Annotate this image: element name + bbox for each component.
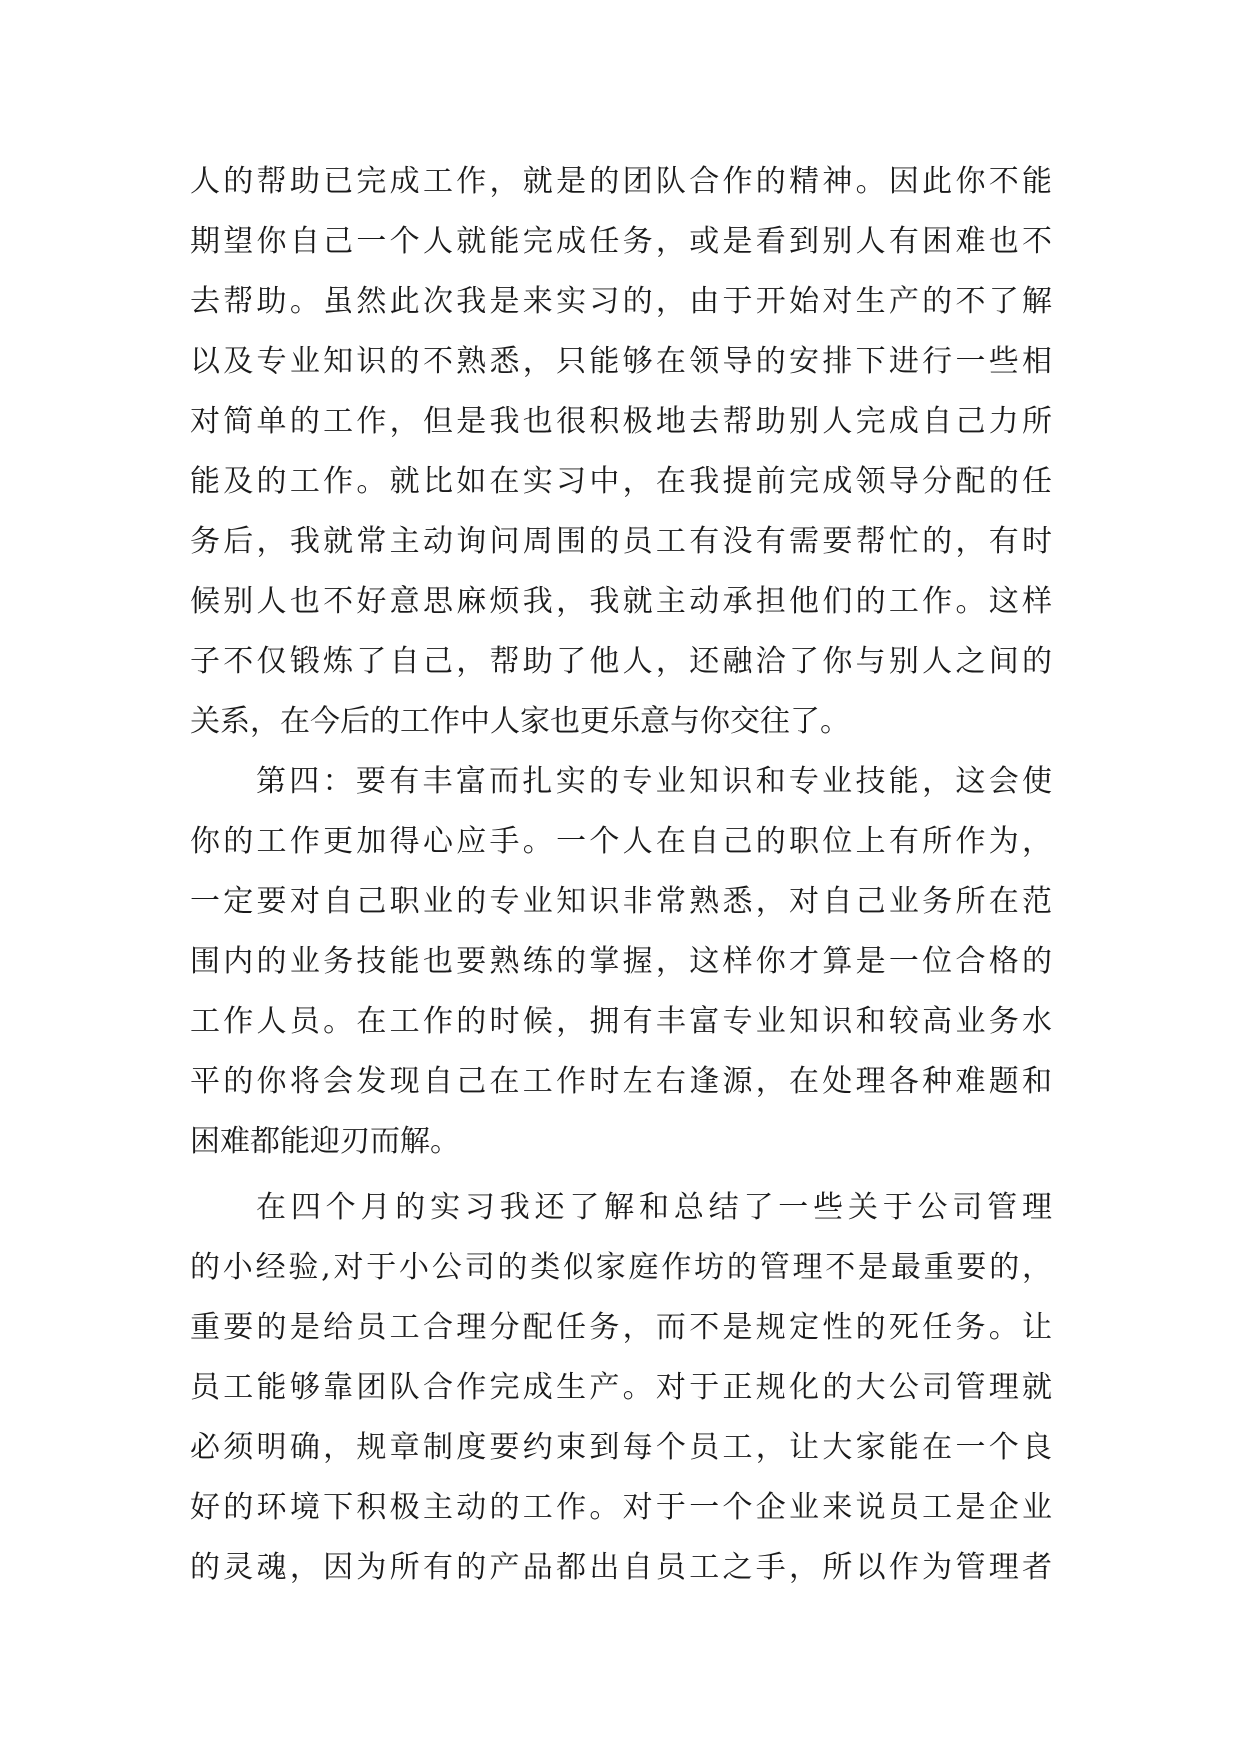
text-line: 关系，在今后的工作中人家也更乐意与你交往了。 (190, 704, 850, 739)
text-line: 能及的工作。就比如在实习中，在我提前完成领导分配的任 (190, 464, 1052, 499)
text-line: 去帮助。虽然此次我是来实习的，由于开始对生产的不了解 (190, 284, 1052, 319)
text-line: 重要的是给员工合理分配任务，而不是规定性的死任务。让 (190, 1310, 1052, 1345)
text-line: 好的环境下积极主动的工作。对于一个企业来说员工是企业 (190, 1490, 1052, 1525)
text-line: 以及专业知识的不熟悉，只能够在领导的安排下进行一些相 (190, 344, 1052, 379)
text-line: 期望你自己一个人就能完成任务，或是看到别人有困难也不 (190, 224, 1052, 259)
text-line: 困难都能迎刃而解。 (190, 1124, 460, 1159)
paragraph-professional-skills (190, 752, 1052, 1172)
text-line: 平的你将会发现自己在工作时左右逢源，在处理各种难题和 (190, 1064, 1052, 1099)
text-line: 的灵魂，因为所有的产品都出自员工之手，所以作为管理者 (190, 1550, 1052, 1585)
paragraph-teamwork (190, 152, 1052, 752)
text-line: 在四个月的实习我还了解和总结了一些关于公司管理 (256, 1190, 1052, 1225)
text-line: 一定要对自己职业的专业知识非常熟悉，对自己业务所在范 (190, 884, 1052, 919)
text-line: 必须明确，规章制度要约束到每个员工，让大家能在一个良 (190, 1430, 1052, 1465)
text-line: 候别人也不好意思麻烦我，我就主动承担他们的工作。这样 (190, 584, 1052, 619)
text-line: 第四：要有丰富而扎实的专业知识和专业技能，这会使 (256, 764, 1052, 799)
paragraph-management (190, 1178, 1052, 1598)
text-line: 工作人员。在工作的时候，拥有丰富专业知识和较高业务水 (190, 1004, 1052, 1039)
text-line: 子不仅锻炼了自己，帮助了他人，还融洽了你与别人之间的 (190, 644, 1052, 679)
text-line: 人的帮助已完成工作，就是的团队合作的精神。因此你不能 (190, 164, 1052, 199)
text-line: 务后，我就常主动询问周围的员工有没有需要帮忙的，有时 (190, 524, 1052, 559)
body-text (190, 152, 1052, 1598)
text-line: 的小经验,对于小公司的类似家庭作坊的管理不是最重要的， (190, 1250, 1052, 1285)
text-line: 你的工作更加得心应手。一个人在自己的职位上有所作为， (190, 824, 1052, 859)
text-line: 对简单的工作，但是我也很积极地去帮助别人完成自己力所 (190, 404, 1052, 439)
text-line: 围内的业务技能也要熟练的掌握，这样你才算是一位合格的 (190, 944, 1052, 979)
text-line: 员工能够靠团队合作完成生产。对于正规化的大公司管理就 (190, 1370, 1052, 1405)
